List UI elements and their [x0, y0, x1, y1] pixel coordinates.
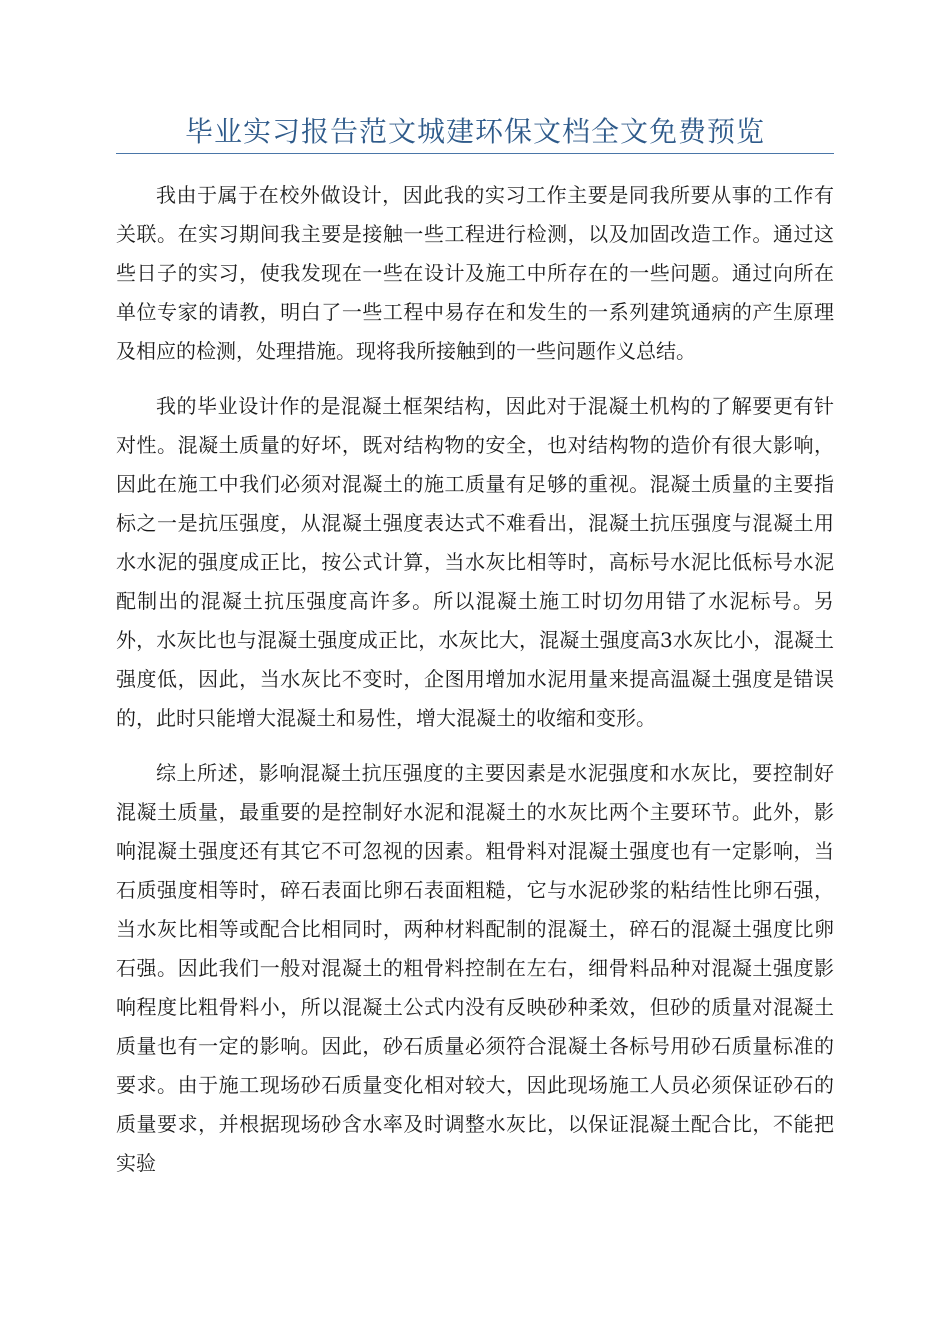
document-body: [116, 176, 834, 1199]
paragraph-3: 综上所述，影响混凝土抗压强度的主要因素是水泥强度和水灰比，要控制好混凝土质量，最重要的是控制好水泥和混凝土的水灰比两个主要环节。此外，影响混凝土强度还有其它不可忽视的因素。粗骨料对混凝土强度也有一定影响，当石质强度相等时，碎石表面比卵石表面粗糙，它与水泥砂浆的粘结性比卵石强，当水灰比相等或配合比相同时，两种材料配制的混凝土，碎石的混凝土强度比卵石强。因此我们一般对混凝土的粗骨料控制在左右，细骨料品种对混凝土强度影响程度比粗骨料小，所以混凝土公式内没有反映砂种柔效，但砂的质量对混凝土质量也有一定的影响。因此，砂石质量必须符合混凝土各标号用砂石质量标准的要求。由于施工现场砂石质量变化相对较大，因此现场施工人员必须保证砂石的质量要求，并根据现场砂含水率及时调整水灰比，以保证混凝土配合比，不能把实验: [116, 761, 834, 1175]
paragraph-2: 我的毕业设计作的是混凝土框架结构，因此对于混凝土机构的了解要更有针对性。混凝土质量的好坏，既对结构物的安全，也对结构物的造价有很大影响，因此在施工中我们必须对混凝土的施工质量有足够的重视。混凝土质量的主要指标之一是抗压强度，从混凝土强度表达式不难看出，混凝土抗压强度与混凝土用水水泥的强度成正比，按公式计算，当水灰比相等时，高标号水泥比低标号水泥配制出的混凝土抗压强度高许多。所以混凝土施工时切勿用错了水泥标号。另外，水灰比也与混凝土强度成正比，水灰比大，混凝土强度高3水灰比小，混凝土强度低，因此，当水灰比不变时，企图用增加水泥用量来提高温凝土强度是错误的，此时只能增大混凝土和易性，增大混凝土的收缩和变形。: [116, 394, 834, 730]
paragraph-1: 我由于属于在校外做设计，因此我的实习工作主要是同我所要从事的工作有关联。在实习期间我主要是接触一些工程进行检测，以及加固改造工作。通过这些日子的实习，使我发现在一些在设计及施工中所存在的一些问题。通过向所在单位专家的请教，明白了一些工程中易存在和发生的一系列建筑通病的产生原理及相应的检测，处理措施。现将我所接触到的一些问题作义总结。: [116, 183, 834, 363]
title-underline: [116, 153, 834, 154]
document-title: 毕业实习报告范文城建环保文档全文免费预览: [184, 115, 765, 148]
